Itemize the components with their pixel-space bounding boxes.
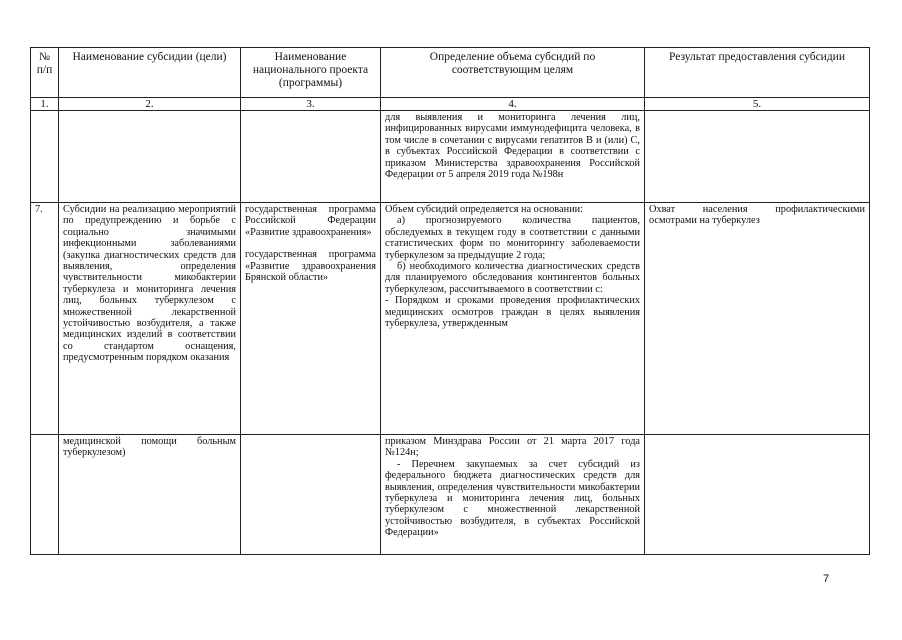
column-number: 5. (645, 98, 870, 111)
table-row-7 (31, 203, 870, 435)
result-cell: Охват населения профилактическими осмотрами на туберкулез (645, 203, 870, 435)
cell-empty (31, 435, 59, 555)
cell-empty (59, 111, 241, 203)
page-number: 7 (823, 573, 830, 585)
cell-empty (31, 111, 59, 203)
definition-cell: для выявления и мониторинга лечения лиц, инфицированных вирусами иммунодефицита человека, в том числе в сочетании с вирусами гепатитов В и (или) С, в субъектах Российской Федерации в соответствии с приказом Министерства здравоохранения Российской Федерации от 5 апреля 2019 года №198н (381, 111, 645, 203)
definition-paragraph: а) прогнозируемого количества пациентов, обследуемых в текущем году в соответствии с данными статистических форм по мониторингу заболеваемости туберкулезом за предыдущие 2 года; (385, 215, 640, 261)
program-cell (241, 203, 381, 435)
definition-paragraph: б) необходимого количества диагностических средств для планируемого обследования контингентов больных туберкулезом, рассчитываемого в соответствии с: (385, 261, 640, 295)
subsidy-table (30, 47, 870, 555)
definition-paragraph: - Перечнем закупаемых за счет субсидий из федерального бюджета диагностических средств для выявления, определения чувствительности микобактерии туберкулеза и мониторинга лечения лиц, больных туберкулезом с множественной лекарственной устойчивостью возбудителя, в субъектах Российской Федерации» (385, 458, 640, 539)
table-row-continuation-2 (31, 435, 870, 555)
header-program: Наименование национального проекта (программы) (241, 48, 381, 98)
program-federal: государственная программа Российской Федерации «Развитие здравоохранения» (245, 204, 376, 238)
header-result: Результат предоставления субсидии (645, 48, 870, 98)
column-number: 1. (31, 98, 59, 111)
cell-empty (645, 435, 870, 555)
definition-cell (381, 203, 645, 435)
definition-paragraph: приказом Минздрава России от 21 марта 2017 года №124н; (385, 436, 640, 459)
cell-empty (241, 435, 381, 555)
subsidy-name-cell: медицинской помощи больным туберкулезом) (59, 435, 241, 555)
program-regional: государственная программа «Развитие здравоохранения Брянской области» (245, 249, 376, 284)
definition-cell (381, 435, 645, 555)
cell-empty (645, 111, 870, 203)
table-row-continuation (31, 111, 870, 203)
subsidy-name-cell: Субсидии на реализацию мероприятий по предупреждению и борьбе с социально значимыми инфекционными заболеваниями (закупка диагностических средств для выявления, определения чувствительности микобактерии туберкулеза и мониторинга лечения лиц, больных туберкулезом с множественной лекарственной устойчивостью возбудителя, а также медицинских изделий в соответствии со стандартом оснащения, предусмотренным порядком оказания (59, 203, 241, 435)
row-number: 7. (31, 203, 59, 435)
header-row (31, 48, 870, 98)
header-name: Наименование субсидии (цели) (59, 48, 241, 98)
column-number: 2. (59, 98, 241, 111)
column-number: 3. (241, 98, 381, 111)
definition-paragraph: Объем субсидий определяется на основании: (385, 204, 583, 215)
cell-empty (241, 111, 381, 203)
definition-paragraph: - Порядком и сроками проведения профилактических медицинских осмотров граждан в целях выявления туберкулеза, утвержденным (385, 295, 640, 330)
column-numbers-row (31, 98, 870, 111)
column-number: 4. (381, 98, 645, 111)
header-num: № п/п (31, 48, 59, 98)
header-definition: Определение объема субсидий по соответствующим целям (381, 48, 645, 98)
